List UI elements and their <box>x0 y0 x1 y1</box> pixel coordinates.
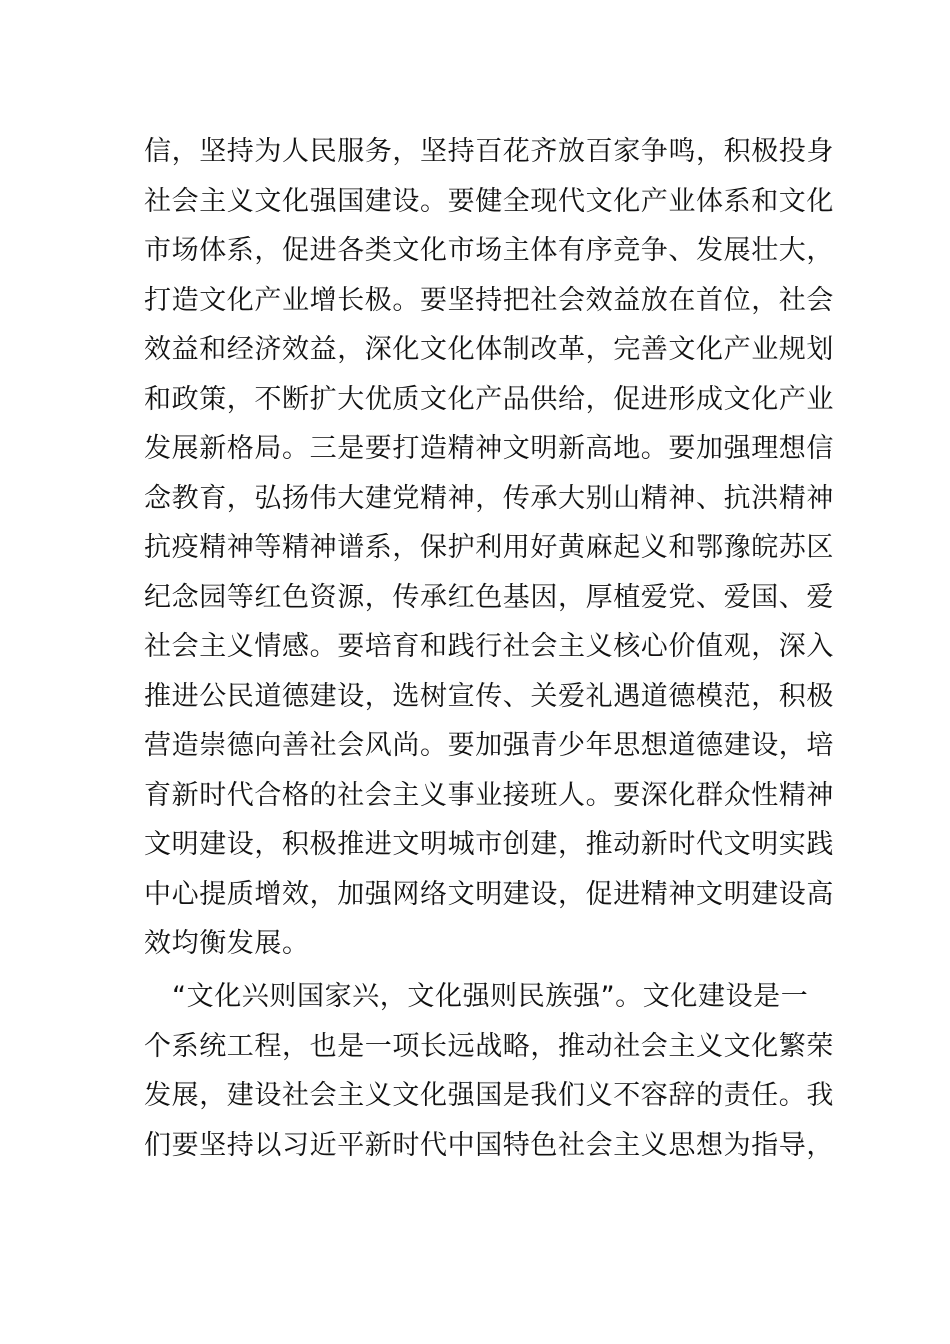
text-line: 社会主义文化强国建设。要健全现代文化产业体系和文化 <box>144 186 834 217</box>
text-line: 纪念园等红色资源，传承红色基因，厚植爱党、爱国、爱 <box>144 582 834 613</box>
text-line: “文化兴则国家兴，文化强则民族强”。文化建设是一 <box>172 981 809 1012</box>
text-line: 念教育，弘扬伟大建党精神，传承大别山精神、抗洪精神 <box>144 483 834 514</box>
text-line: 们要坚持以习近平新时代中国特色社会主义思想为指导， <box>144 1130 834 1161</box>
text-line: 效益和经济效益，深化文化体制改革，完善文化产业规划 <box>144 334 834 365</box>
text-line: 信，坚持为人民服务，坚持百花齐放百家争鸣，积极投身 <box>144 136 834 167</box>
text-line: 个系统工程，也是一项长远战略，推动社会主义文化繁荣 <box>144 1031 834 1062</box>
text-line: 抗疫精神等精神谱系，保护利用好黄麻起义和鄂豫皖苏区 <box>144 532 834 563</box>
text-line: 育新时代合格的社会主义事业接班人。要深化群众性精神 <box>144 780 834 811</box>
text-line: 发展，建设社会主义文化强国是我们义不容辞的责任。我 <box>144 1080 834 1111</box>
text-line: 营造崇德向善社会风尚。要加强青少年思想道德建设，培 <box>144 730 834 761</box>
text-line: 社会主义情感。要培育和践行社会主义核心价值观，深入 <box>144 631 834 662</box>
text-line: 文明建设，积极推进文明城市创建，推动新时代文明实践 <box>144 829 834 860</box>
text-line: 市场体系，促进各类文化市场主体有序竞争、发展壮大， <box>144 235 834 266</box>
text-line: 推进公民道德建设，选树宣传、关爱礼遇道德模范，积极 <box>144 681 834 712</box>
text-line: 和政策，不断扩大优质文化产品供给，促进形成文化产业 <box>144 384 834 415</box>
text-line: 打造文化产业增长极。要坚持把社会效益放在首位，社会 <box>144 285 834 316</box>
text-line: 效均衡发展。 <box>144 928 310 959</box>
text-line: 中心提质增效，加强网络文明建设，促进精神文明建设高 <box>144 879 834 910</box>
text-line: 发展新格局。三是要打造精神文明新高地。要加强理想信 <box>144 433 834 464</box>
